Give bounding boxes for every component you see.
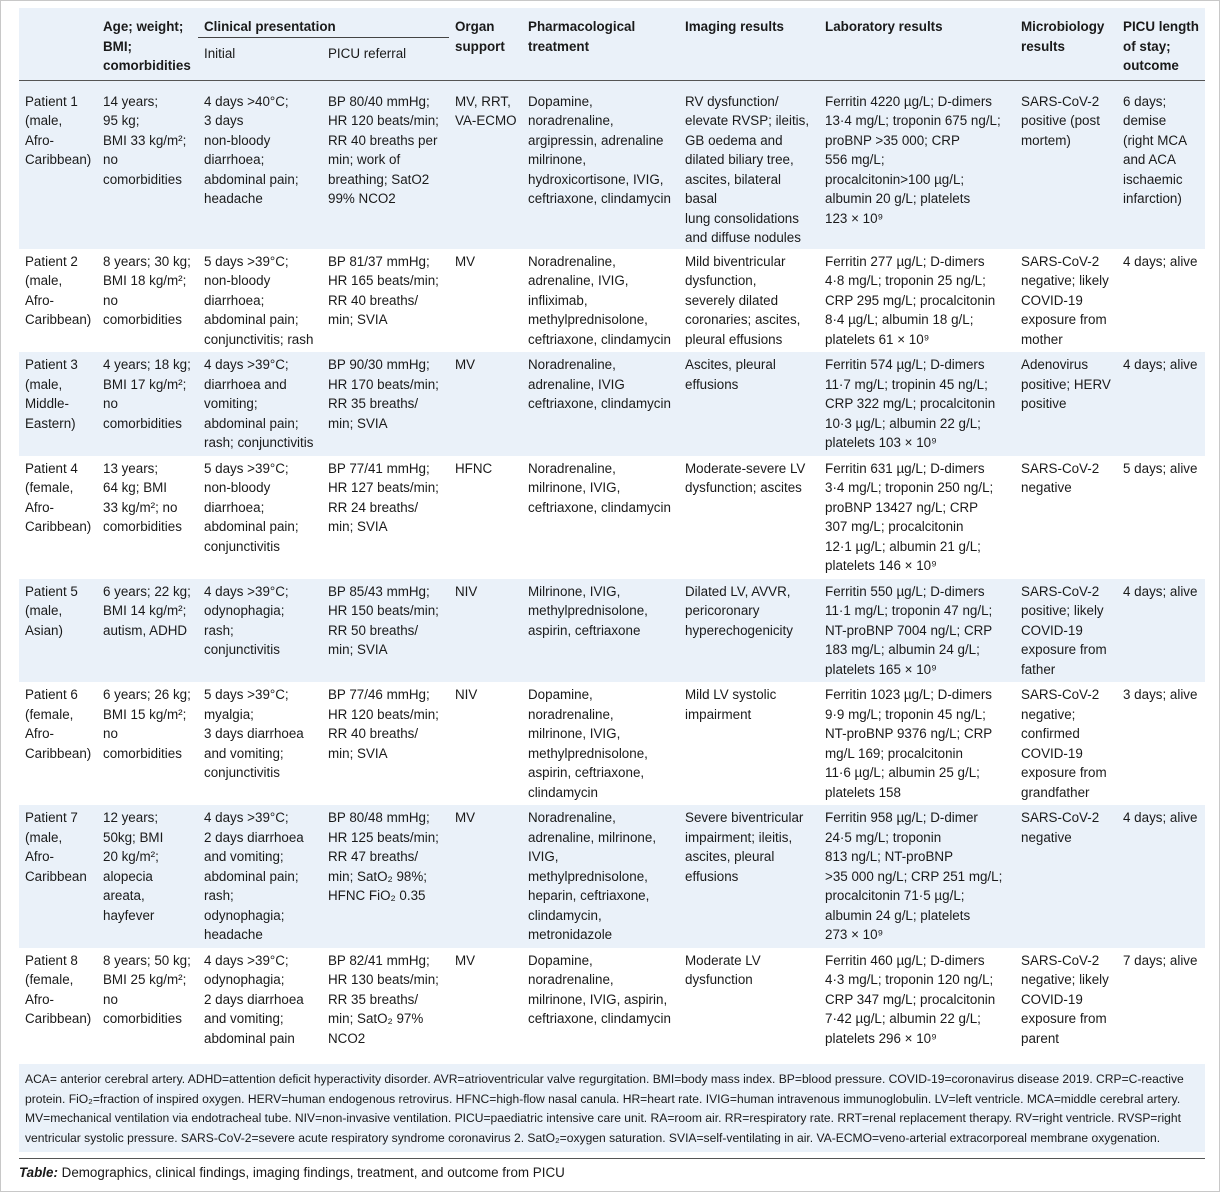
cell-organ: NIV [449,682,522,805]
cell-initial: 5 days >39°C; non-bloody diarrhoea; abdominal pain; conjunctivitis; rash [198,249,322,353]
cell-picu: 4 days; alive [1117,579,1205,683]
cell-lab: Ferritin 460 µg/L; D-dimers 4·3 mg/L; troponin 120 ng/L; CRP 347 mg/L; procalcitonin 7·42 µg/L; albumin 22 g/L; platelets 296 × 10⁹ [819,948,1015,1052]
cell-micro: Adenovirus positive; HERV positive [1015,352,1117,456]
cell-lab: Ferritin 4220 µg/L; D-dimers 13·4 mg/L; troponin 675 ng/L; proBNP >35 000; CRP 556 mg/L; procalcitonin>100 µg/L; albumin 20 g/L; platelets 123 × 10⁹ [819,80,1015,249]
cell-patient: Patient 7 (male, Afro- Caribbean [19,805,97,948]
cell-initial: 4 days >40°C; 3 days non-bloody diarrhoea; abdominal pain; headache [198,80,322,249]
cell-initial: 4 days >39°C; 2 days diarrhoea and vomiting; abdominal pain; rash; odynophagia; headache [198,805,322,948]
cell-referral: BP 85/43 mmHg; HR 150 beats/min; RR 50 breaths/ min; SVIA [322,579,449,683]
header-patient [19,8,97,80]
cell-organ: NIV [449,579,522,683]
table-row [19,456,1205,579]
header-pharma: Pharmacological treatment [528,19,636,54]
table-row [19,352,1205,456]
cell-initial: 4 days >39°C; odynophagia; 2 days diarrhoea and vomiting; abdominal pain [198,948,322,1052]
cell-micro: SARS-CoV-2 negative [1015,805,1117,948]
cell-micro: SARS-CoV-2 positive; likely COVID-19 exposure from father [1015,579,1117,683]
cell-organ: MV [449,805,522,948]
table-row [19,948,1205,1052]
cell-micro: SARS-CoV-2 negative; confirmed COVID-19 exposure from grandfather [1015,682,1117,805]
cell-organ: MV [449,352,522,456]
cell-lab: Ferritin 1023 µg/L; D-dimers 9·9 mg/L; troponin 45 ng/L; NT-proBNP 9376 ng/L; CRP mg/L 169; procalcitonin 11·6 µg/L; albumin 25 g/L; platelets 158 [819,682,1015,805]
header-age: Age; weight; BMI; comorbidities [103,19,191,73]
cell-patient: Patient 6 (female, Afro- Caribbean) [19,682,97,805]
cell-age: 14 years; 95 kg; BMI 33 kg/m²; no comorbidities [97,80,198,249]
cell-organ: HFNC [449,456,522,579]
table-body [19,80,1205,1051]
cell-micro: SARS-CoV-2 negative [1015,456,1117,579]
cell-picu: 4 days; alive [1117,249,1205,353]
patient-table [19,8,1205,1051]
cell-initial: 5 days >39°C; non-bloody diarrhoea; abdominal pain; conjunctivitis [198,456,322,579]
cell-micro: SARS-CoV-2 negative; likely COVID-19 exposure from mother [1015,249,1117,353]
table-footnote: ACA= anterior cerebral artery. ADHD=attention deficit hyperactivity disorder. AVR=atrioventricular valve regurgitation. BMI=body mass index. BP=blood pressure. COVID-19=coronavirus disease 2019. CRP=C-reactive protein. FiO₂=fraction of inspired oxygen. HERV=human endogenous retrovirus. HFNC=high-flow nasal canula. HR=heart rate. IVIG=human intravenous immunoglobulin. LV=left ventricle. MCA=middle cerebral artery. MV=mechanical ventilation via endotracheal tube. NIV=non-invasive ventilation. PICU=paediatric intensive care unit. RA=room air. RR=respiratory rate. RRT=renal replacement therapy. RV=right ventricle. RVSP=right ventricular systolic pressure. SARS-CoV-2=severe acute respiratory syndrome coronavirus 2. SatO₂=oxygen saturation. SVIA=self-ventilating in air. VA-ECMO=veno-arterial extracorporeal membrane oxygenation. [19,1064,1205,1152]
cell-patient: Patient 4 (female, Afro- Caribbean) [19,456,97,579]
cell-patient: Patient 2 (male, Afro- Caribbean) [19,249,97,353]
cell-imaging: Severe biventricular impairment; ileitis, ascites, pleural effusions [679,805,819,948]
caption-label: Table: [19,1165,58,1180]
cell-pharma: Dopamine, noradrenaline, milrinone, IVIG, aspirin, ceftriaxone, clindamycin [522,948,679,1052]
caption-text: Demographics, clinical findings, imaging findings, treatment, and outcome from PICU [57,1165,565,1180]
header-picu: PICU length of stay; outcome [1123,19,1199,73]
cell-referral: BP 81/37 mmHg; HR 165 beats/min; RR 40 breaths/ min; SVIA [322,249,449,353]
cell-pharma: Dopamine, noradrenaline, milrinone, IVIG, methylprednisolone, aspirin, ceftriaxone, clindamycin [522,682,679,805]
cell-imaging: Dilated LV, AVVR, pericoronary hyperechogenicity [679,579,819,683]
header-initial: Initial [198,37,322,80]
table-row [19,682,1205,805]
cell-lab: Ferritin 277 µg/L; D-dimers 4·8 mg/L; troponin 25 ng/L; CRP 295 mg/L; procalcitonin 8·4 µg/L; albumin 18 g/L; platelets 61 × 10⁹ [819,249,1015,353]
cell-pharma: Dopamine, noradrenaline, argipressin, adrenaline milrinone, hydroxicortisone, IVIG, ceftriaxone, clindamycin [522,80,679,249]
cell-organ: MV, RRT, VA-ECMO [449,80,522,249]
cell-initial: 4 days >39°C; diarrhoea and vomiting; abdominal pain; rash; conjunctivitis [198,352,322,456]
cell-micro: SARS-CoV-2 negative; likely COVID-19 exposure from parent [1015,948,1117,1052]
cell-initial: 5 days >39°C; myalgia; 3 days diarrhoea and vomiting; conjunctivitis [198,682,322,805]
table-row [19,805,1205,948]
cell-pharma: Noradrenaline, adrenaline, IVIG, infliximab, methylprednisolone, ceftriaxone, clindamycin [522,249,679,353]
cell-pharma: Milrinone, IVIG, methylprednisolone, aspirin, ceftriaxone [522,579,679,683]
cell-picu: 4 days; alive [1117,352,1205,456]
cell-imaging: Moderate-severe LV dysfunction; ascites [679,456,819,579]
cell-age: 12 years; 50kg; BMI 20 kg/m²; alopecia areata, hayfever [97,805,198,948]
cell-lab: Ferritin 631 µg/L; D-dimers 3·4 mg/L; troponin 250 ng/L; proBNP 13427 ng/L; CRP 307 mg/L; procalcitonin 12·1 µg/L; albumin 21 g/L; platelets 146 × 10⁹ [819,456,1015,579]
cell-referral: BP 77/41 mmHg; HR 127 beats/min; RR 24 breaths/ min; SVIA [322,456,449,579]
cell-age: 8 years; 50 kg; BMI 25 kg/m²; no comorbidities [97,948,198,1052]
cell-pharma: Noradrenaline, adrenaline, milrinone, IVIG, methylprednisolone, heparin, ceftriaxone, clindamycin, metronidazole [522,805,679,948]
header-micro: Microbiology results [1021,19,1105,54]
cell-picu: 4 days; alive [1117,805,1205,948]
table-row [19,579,1205,683]
cell-picu: 5 days; alive [1117,456,1205,579]
header-organ: Organ support [455,19,505,54]
header-imaging: Imaging results [685,19,784,34]
cell-picu: 3 days; alive [1117,682,1205,805]
cell-pharma: Noradrenaline, milrinone, IVIG, ceftriaxone, clindamycin [522,456,679,579]
cell-organ: MV [449,948,522,1052]
cell-referral: BP 80/48 mmHg; HR 125 beats/min; RR 47 breaths/ min; SatO₂ 98%; HFNC FiO₂ 0.35 [322,805,449,948]
cell-pharma: Noradrenaline, adrenaline, IVIG ceftriaxone, clindamycin [522,352,679,456]
cell-patient: Patient 3 (male, Middle- Eastern) [19,352,97,456]
table-caption [19,1158,1205,1182]
cell-referral: BP 90/30 mmHg; HR 170 beats/min; RR 35 breaths/ min; SVIA [322,352,449,456]
cell-referral: BP 77/46 mmHg; HR 120 beats/min; RR 40 breaths/ min; SVIA [322,682,449,805]
cell-referral: BP 82/41 mmHg; HR 130 beats/min; RR 35 breaths/ min; SatO₂ 97% NCO2 [322,948,449,1052]
cell-imaging: Ascites, pleural effusions [679,352,819,456]
cell-referral: BP 80/40 mmHg; HR 120 beats/min; RR 40 breaths per min; work of breathing; SatO2 99% NCO2 [322,80,449,249]
cell-lab: Ferritin 574 µg/L; D-dimers 11·7 mg/L; tropinin 45 ng/L; CRP 322 mg/L; procalcitonin 10·3 µg/L; albumin 22 g/L; platelets 103 × 10⁹ [819,352,1015,456]
cell-organ: MV [449,249,522,353]
header-row [19,8,1205,37]
table-area [19,8,1205,1051]
cell-imaging: Moderate LV dysfunction [679,948,819,1052]
cell-age: 8 years; 30 kg; BMI 18 kg/m²; no comorbidities [97,249,198,353]
cell-picu: 7 days; alive [1117,948,1205,1052]
cell-age: 4 years; 18 kg; BMI 17 kg/m²; no comorbidities [97,352,198,456]
cell-imaging: Mild biventricular dysfunction, severely dilated coronaries; ascites, pleural effusions [679,249,819,353]
header-lab: Laboratory results [825,19,943,34]
cell-micro: SARS-CoV-2 positive (post mortem) [1015,80,1117,249]
table-row [19,80,1205,249]
header-referral: PICU referral [322,37,449,80]
cell-picu: 6 days; demise (right MCA and ACA ischaemic infarction) [1117,80,1205,249]
cell-patient: Patient 5 (male, Asian) [19,579,97,683]
cell-lab: Ferritin 958 µg/L; D-dimer 24·5 mg/L; troponin 813 ng/L; NT-proBNP >35 000 ng/L; CRP 251 mg/L; procalcitonin 71·5 µg/L; albumin 24 g/L; platelets 273 × 10⁹ [819,805,1015,948]
cell-age: 13 years; 64 kg; BMI 33 kg/m²; no comorbidities [97,456,198,579]
cell-age: 6 years; 22 kg; BMI 14 kg/m²; autism, ADHD [97,579,198,683]
cell-lab: Ferritin 550 µg/L; D-dimers 11·1 mg/L; troponin 47 ng/L; NT-proBNP 7004 ng/L; CRP 183 mg/L; albumin 24 g/L; platelets 165 × 10⁹ [819,579,1015,683]
cell-patient: Patient 1 (male, Afro- Caribbean) [19,80,97,249]
table-row [19,249,1205,353]
cell-imaging: Mild LV systolic impairment [679,682,819,805]
cell-patient: Patient 8 (female, Afro- Caribbean) [19,948,97,1052]
cell-age: 6 years; 26 kg; BMI 15 kg/m²; no comorbidities [97,682,198,805]
cell-imaging: RV dysfunction/ elevate RVSP; ileitis, GB oedema and dilated biliary tree, ascites, bilateral basal lung consolidations and diffuse nodules [679,80,819,249]
cell-initial: 4 days >39°C; odynophagia; rash; conjunctivitis [198,579,322,683]
header-clinical: Clinical presentation [204,19,336,34]
